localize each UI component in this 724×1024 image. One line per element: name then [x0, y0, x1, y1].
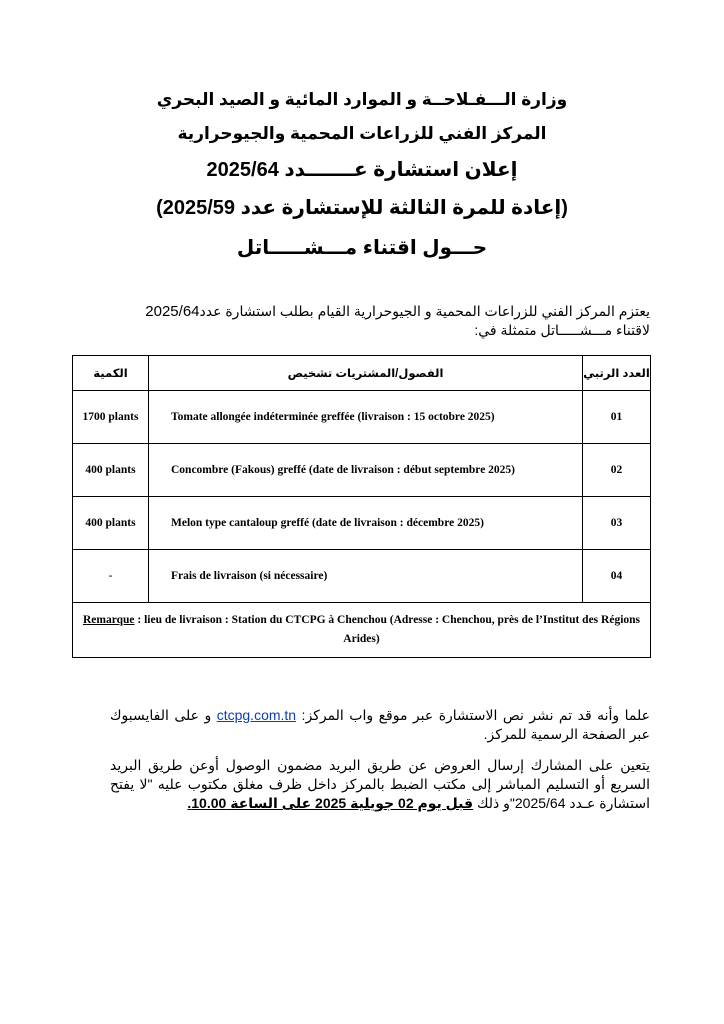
website-link[interactable]: ctcpg.com.tn	[216, 707, 297, 723]
consultation-number: 2025/64	[145, 303, 200, 320]
website-notice-text: علما وأنه قد تم نشر نص الاستشارة عبر موقع واب المركز:	[296, 707, 650, 723]
row-description: Tomate allongée indéterminée greffée (livraison : 15 octobre 2025)	[149, 391, 583, 444]
row-number: 04	[583, 550, 651, 603]
intro-paragraph	[110, 302, 650, 340]
subject-title: حـــول اقتناء مـــشـــــاتل	[236, 237, 488, 259]
submission-deadline: قبل يوم 02 جويلية 2025 على الساعة 10.00.	[187, 795, 474, 811]
remark-text: : lieu de livraison : Station du CTCPG à Chenchou (Adresse : Chenchou, près de l’Institut des Régions Arides)	[134, 614, 641, 645]
ministry-title: وزارة الـــفـلاحــة و الموارد المائية و الصيد البحري	[156, 90, 568, 109]
row-description: Frais de livraison (si nécessaire)	[149, 550, 583, 603]
row-quantity: 400 plants	[73, 444, 149, 497]
header-quantity: الكمية	[73, 356, 149, 391]
row-quantity: 400 plants	[73, 497, 149, 550]
remark-cell	[73, 603, 651, 658]
remark-label: Remarque	[82, 614, 135, 626]
intro-line-1-text: يعتزم المركز الفني للزراعات المحمية و الجيوحرارية القيام بطلب استشارة عدد	[199, 303, 650, 319]
row-number: 03	[583, 497, 651, 550]
intro-line-1	[110, 302, 650, 321]
remark-row	[73, 603, 651, 658]
reissue-title: (إعادة للمرة الثالثة للإستشارة عدد 2025/59)	[156, 197, 568, 219]
submission-notice-text: يتعين على المشارك إرسال العروض عن طريق البريد مضمون الوصول أوعن طريق البريد السريع أو التسليم المباشر إلى مكتب الضبط بالمركز داخل ظرف مغلق مكتوب عليه "لا يفتح استشارة عـدد 2025/64"و ذلك	[110, 757, 650, 811]
header-number: العدد الرتبي	[583, 356, 651, 391]
table-row	[73, 444, 651, 497]
row-number: 01	[583, 391, 651, 444]
header-description: الفصول/المشتريات تشخيص	[149, 356, 583, 391]
intro-line-2: لاقتناء مـــشـــــاتل متمثلة في:	[474, 322, 650, 338]
website-notice-end: و على الفايسبوك عبر الصفحة الرسمية للمركز.	[110, 707, 650, 742]
row-description: Melon type cantaloup greffé (date de livraison : décembre 2025)	[149, 497, 583, 550]
announcement-title: إعلان استشارة عـــــــدد 2025/64	[206, 159, 518, 181]
table-row	[73, 550, 651, 603]
table-header-row	[73, 356, 651, 391]
row-quantity: -	[73, 550, 149, 603]
row-number: 02	[583, 444, 651, 497]
row-description: Concombre (Fakous) greffé (date de livraison : début septembre 2025)	[149, 444, 583, 497]
table-row	[73, 391, 651, 444]
table-row	[73, 497, 651, 550]
row-quantity: 1700 plants	[73, 391, 149, 444]
center-title: المركز الفني للزراعات المحمية والجيوحرارية	[177, 124, 547, 143]
submission-notice	[110, 756, 650, 813]
items-table	[72, 355, 651, 658]
website-notice	[110, 706, 650, 744]
